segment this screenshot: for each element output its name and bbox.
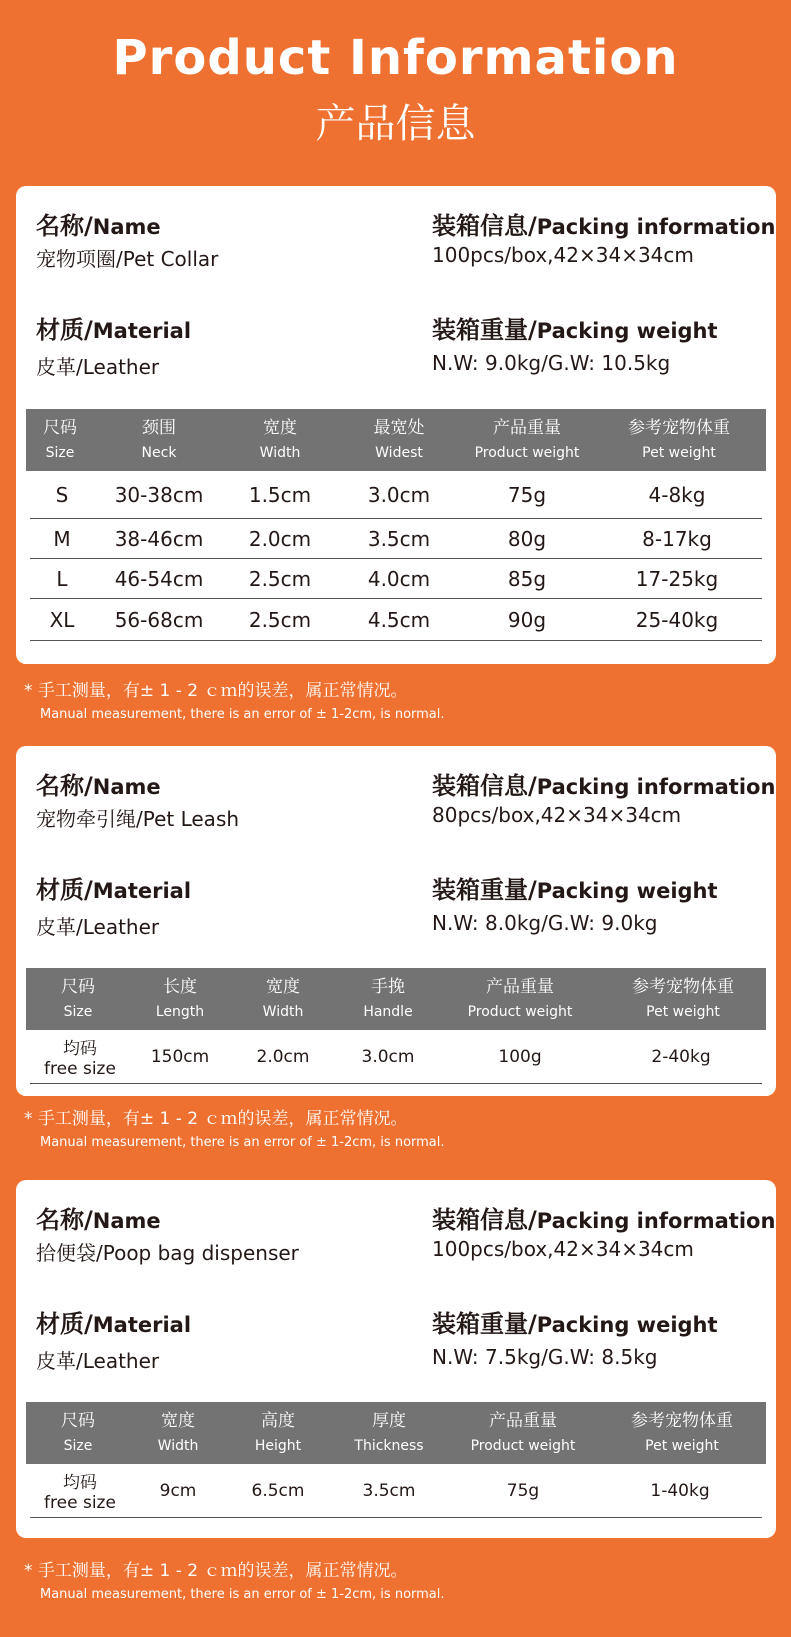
note-en: Manual measurement, there is an error of ± 1-2cm, is normal. [40,707,445,722]
table-row [30,471,762,519]
material-value: 皮革/Leather [36,355,160,379]
product-name: 拾便袋/Poop bag dispenser [36,1241,299,1265]
note-zh: * 手工测量，有± 1 - 2 ｃｍ的误差，属正常情况。 [24,1561,408,1581]
table-row [30,559,762,599]
table-cell: 100g [498,1046,542,1067]
table-cell: 30-38cm [114,482,204,507]
table-header [26,968,766,1030]
col-header: 手挽 Handle [363,976,413,1020]
table-row [30,1030,762,1084]
hero-title: Product Information [112,30,679,86]
measurement-note [24,1104,445,1150]
note-zh: * 手工测量，有± 1 - 2 ｃｍ的误差，属正常情况。 [24,681,408,701]
material-block [36,310,191,380]
name-label: 名称/Name [36,772,161,800]
table-cell: 90g [507,607,547,632]
name-block [36,206,218,272]
packing-info-value: 80pcs/box,42×34×34cm [432,803,682,827]
table-cell: 3.5cm [367,526,431,551]
packing-info-value: 100pcs/box,42×34×34cm [432,243,694,267]
packing-weight-value: N.W: 9.0kg/G.W: 10.5kg [432,351,671,375]
material-label: 材质/Material [36,876,192,904]
col-header: 产品重量 Product weight [474,417,580,461]
table-cell: 85g [507,566,547,591]
table-cell: 6.5cm [251,1480,305,1501]
size-en: free size [44,1492,116,1513]
table-cell: 4-8kg [648,482,706,507]
table-cell: 2-40kg [651,1046,711,1067]
col-header: 尺码 Size [61,1410,95,1454]
packing-weight-label: 装箱重量/Packing weight [432,316,718,344]
note-en: Manual measurement, there is an error of ± 1-2cm, is normal. [40,1135,445,1150]
col-header: 参考宠物体重 Pet weight [632,976,734,1020]
table-row [30,1464,762,1518]
packing-info-label: 装箱信息/Packing information [432,212,776,240]
table-row [30,599,762,641]
col-header: 参考宠物体重 Pet weight [631,1410,733,1454]
col-header: 高度 Height [254,1410,302,1454]
material-block [36,870,191,940]
col-header: 最宽处 Widest [373,417,425,461]
measurement-note [24,1556,445,1602]
size-cell [30,1469,130,1513]
name-label: 名称/Name [36,212,161,240]
table-cell: 80g [507,526,547,551]
packing-weight-block [432,870,718,935]
table-cell: 38-46cm [114,526,204,551]
table-cell: 2.5cm [248,566,312,591]
packing-weight-label: 装箱重量/Packing weight [432,1310,718,1338]
packing-weight-block [432,310,718,375]
size-en: free size [44,1058,116,1079]
table-cell: 25-40kg [635,607,719,632]
material-value: 皮革/Leather [36,1349,160,1373]
packing-weight-block [432,1304,718,1369]
col-header: 产品重量 Product weight [467,976,573,1020]
table-cell: 3.5cm [362,1480,416,1501]
product-card-collar [16,186,776,664]
col-header: 参考宠物体重 Pet weight [628,417,730,461]
table-header [26,409,766,471]
table-header [26,1402,766,1464]
col-header: 长度 Length [155,976,205,1020]
col-header: 宽度 Width [259,417,301,461]
product-card-poop-bag [16,1180,776,1538]
table-cell: 2.0cm [256,1046,310,1067]
name-block [36,1200,299,1266]
size-table [26,1402,766,1518]
product-name: 宠物项圈/Pet Collar [36,247,219,271]
name-block [36,766,239,832]
size-table [26,968,766,1084]
table-cell: 3.0cm [367,482,431,507]
col-header: 颈围 Neck [141,417,177,461]
table-cell: 150cm [150,1046,210,1067]
table-row [30,519,762,559]
material-block [36,1304,191,1374]
packing-info-block [432,766,775,827]
product-name: 宠物牵引绳/Pet Leash [36,807,240,831]
size-zh: 均码 [63,1038,97,1059]
table-cell: 9cm [159,1480,197,1501]
table-cell: 1.5cm [248,482,312,507]
table-cell: XL [49,607,75,632]
table-cell: 4.5cm [367,607,431,632]
note-en: Manual measurement, there is an error of ± 1-2cm, is normal. [40,1587,445,1602]
table-cell: 46-54cm [114,566,204,591]
note-zh: * 手工测量，有± 1 - 2 ｃｍ的误差，属正常情况。 [24,1109,408,1129]
packing-info-label: 装箱信息/Packing information [432,772,776,800]
table-cell: S [55,482,69,507]
table-cell: 75g [507,482,547,507]
material-value: 皮革/Leather [36,915,160,939]
hero-subtitle: 产品信息 [315,101,476,147]
name-label: 名称/Name [36,1206,161,1234]
table-cell: 75g [506,1480,540,1501]
table-cell: 8-17kg [642,526,712,551]
table-cell: 2.5cm [248,607,312,632]
material-label: 材质/Material [36,316,192,344]
col-header: 尺码 Size [61,976,95,1020]
table-cell: 56-68cm [114,607,204,632]
col-header: 厚度 Thickness [354,1410,424,1454]
packing-weight-label: 装箱重量/Packing weight [432,876,718,904]
size-cell [30,1035,130,1079]
packing-info-value: 100pcs/box,42×34×34cm [432,1237,694,1261]
table-cell: L [56,566,68,591]
table-cell: 3.0cm [361,1046,415,1067]
packing-info-block [432,206,775,267]
size-zh: 均码 [63,1472,97,1493]
table-cell: M [53,526,71,551]
col-header: 宽度 Width [262,976,304,1020]
packing-weight-value: N.W: 8.0kg/G.W: 9.0kg [432,911,658,935]
col-header: 宽度 Width [157,1410,199,1454]
size-table [26,409,766,641]
packing-info-block [432,1200,775,1261]
col-header: 产品重量 Product weight [470,1410,576,1454]
table-cell: 17-25kg [635,566,719,591]
material-label: 材质/Material [36,1310,192,1338]
col-header: 尺码 Size [43,417,77,461]
table-cell: 1-40kg [650,1480,710,1501]
packing-info-label: 装箱信息/Packing information [432,1206,776,1234]
packing-weight-value: N.W: 7.5kg/G.W: 8.5kg [432,1345,658,1369]
table-cell: 2.0cm [248,526,312,551]
product-card-leash [16,746,776,1096]
table-cell: 4.0cm [367,566,431,591]
measurement-note [24,676,445,722]
